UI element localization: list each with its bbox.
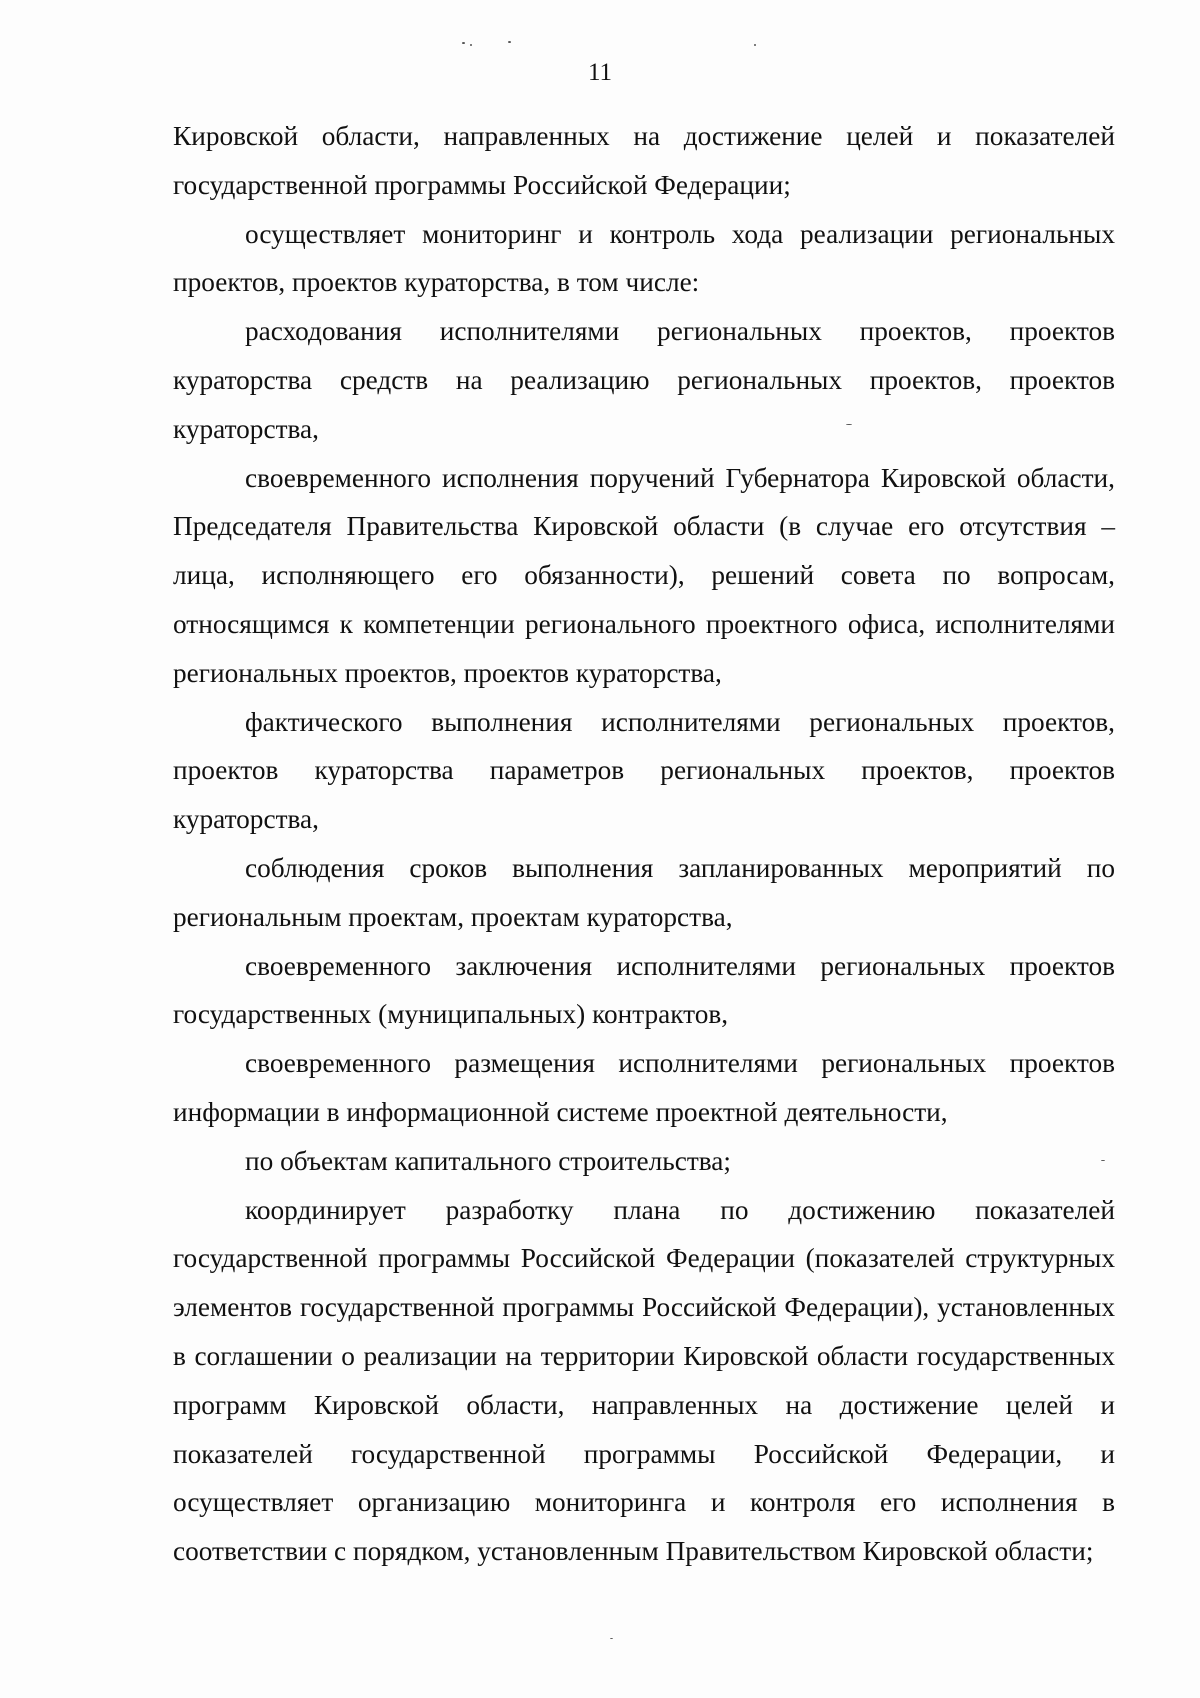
paragraph: расходования исполнителями региональных проектов, проектов кураторства средств на реализацию региональных проектов, проектов кураторства, (173, 316, 1115, 444)
document-body (173, 112, 1115, 1576)
paragraph: Кировской области, направленных на достижение целей и показателей государственной программы Российской Федерации; (173, 121, 1115, 200)
paragraph: по объектам капитального строительства; (245, 1145, 731, 1176)
paragraph: фактического выполнения исполнителями региональных проектов, проектов кураторства параметров региональных проектов, проектов кураторства, (173, 706, 1115, 835)
paragraph: своевременного исполнения поручений Губернатора Кировской области, Председателя Правительства Кировской области (в случае его отсутствия – лица, исполняющего его обязанности), решений совета по вопросам, относящимся к компетенции регионального проектного офиса, исполнителями региональных проектов, проектов кураторства, (173, 462, 1115, 688)
paragraph: своевременного размещения исполнителями региональных проектов информации в информационной системе проектной деятельности, (173, 1048, 1115, 1127)
paragraph: координирует разработку плана по достижению показателей государственной программы Российской Федерации (показателей структурных элементов государственной программы Российской Федерации), установленных в соглашении о реализации на территории Кировской области государственных программ Кировской области, направленных на достижение целей и показателей государственной программы Российской Федерации, и осуществляет организацию мониторинга и контроля его исполнения в соответствии с порядком, установленным Правительством Кировской области; (173, 1194, 1115, 1567)
scan-speck (462, 42, 465, 44)
paragraph: осуществляет мониторинг и контроль хода реализации региональных проектов, проектов кураторства, в том числе: (173, 218, 1115, 298)
paragraph: своевременного заключения исполнителями региональных проектов государственных (муниципальных) контрактов, (173, 950, 1115, 1030)
scan-speck (610, 1638, 613, 1639)
scan-speck (470, 44, 472, 46)
paragraph: соблюдения сроков выполнения запланированных мероприятий по региональным проектам, проектам кураторства, (173, 852, 1115, 932)
scan-speck (754, 44, 756, 46)
page-number: 11 (587, 59, 613, 86)
scan-speck (508, 41, 511, 43)
